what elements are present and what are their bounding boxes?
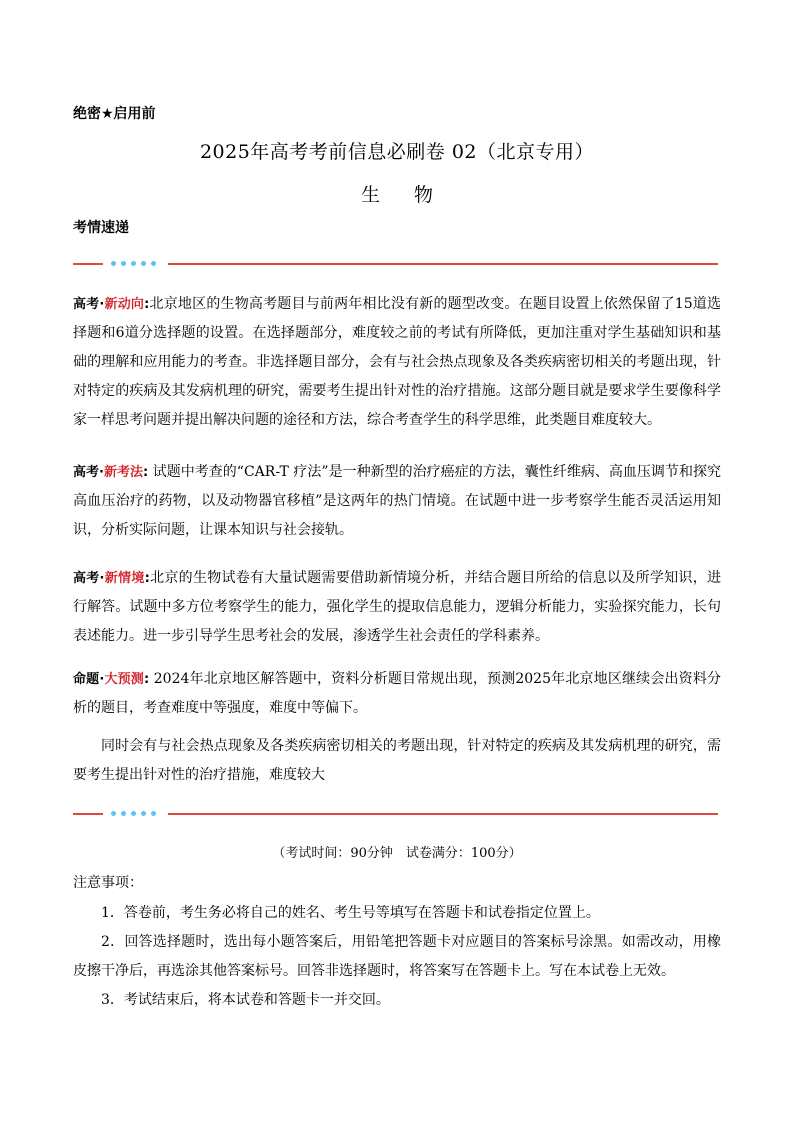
paragraph-lead-colon: : <box>144 297 150 312</box>
paragraph-lead-highlight: 新动向 <box>104 297 145 312</box>
divider-dot <box>131 811 136 816</box>
paragraph-lead: 高考· <box>73 465 104 480</box>
decorative-divider-top <box>73 259 718 269</box>
paragraph-new-trend <box>73 290 721 435</box>
divider-dot <box>111 811 116 816</box>
paragraph-lead-highlight: 新考法 <box>103 465 144 480</box>
divider-dot <box>131 261 136 266</box>
paragraph-lead-colon: : <box>144 571 150 586</box>
divider-dot <box>121 261 126 266</box>
divider-dot <box>111 261 116 266</box>
paragraph-lead: 高考· <box>73 297 105 312</box>
paragraph-lead-highlight: 大预测 <box>104 672 144 687</box>
paragraph-new-context <box>73 564 721 651</box>
note-item: 1．答卷前，考生务必将自己的姓名、考生号等填写在答题卡和试卷指定位置上。 <box>101 905 600 921</box>
page-title: 2025年高考考前信息必刷卷 02（北京专用） <box>199 141 595 163</box>
exam-info: （考试时间：90分钟 试卷满分：100分） <box>272 846 522 861</box>
paragraph-extra: 同时会有与社会热点现象及各类疾病密切相关的考题出现，针对特定的疾病及其发病机理的研究，需要考生提出针对性的治疗措施，难度较大 <box>73 738 721 783</box>
notes-title: 注意事项： <box>73 875 143 891</box>
divider-dot <box>151 261 156 266</box>
paragraph-text: 北京地区的生物高考题目与前两年相比没有新的题型改变。在题目设置上依然保留了15道选择题和6道分选择题的设置。在选择题部分，难度较之前的考试有所降低，更加注重对学生基础知识和基础的理解和应用能力的考查。非选择题目部分，会有与社会热点现象及各类疾病密切相关的考题出现，针对特定的疾病及其发病机理的研究，需要考生提出针对性的治疗措施。这部分题目就是要求学生要像科学家一样思考问题并提出解决问题的途径和方法，综合考查学生的科学思维，此类题目难度较大。 <box>73 296 721 428</box>
divider-dot <box>141 261 146 266</box>
confidential-label: 绝密★启用前 <box>73 106 156 122</box>
note-item: 3．考试结束后，将本试卷和答题卡一并交回。 <box>101 992 390 1008</box>
divider-dot <box>151 811 156 816</box>
paragraph-text: 2024年北京地区解答题中，资料分析题目常规出现，预测2025年北京地区继续会出资料分析的题目，考查难度中等强度，难度中等偏下。 <box>73 671 721 716</box>
subject-title: 生 物 <box>360 184 448 206</box>
paragraph-lead-colon: : <box>143 465 149 480</box>
divider-dot <box>141 811 146 816</box>
paragraph-lead: 高考· <box>73 571 105 586</box>
divider-dot <box>121 811 126 816</box>
paragraph-lead: 命题· <box>73 672 105 687</box>
paragraph-new-method <box>73 458 721 545</box>
decorative-divider-bottom <box>73 809 718 819</box>
paragraph-lead-highlight: 新情境 <box>104 571 145 586</box>
paragraph-prediction <box>73 665 721 723</box>
paragraph-text: 试题中考查的“CAR-T 疗法”是一种新型的治疗癌症的方法，囊性纤维病、高血压调节和探究高血压治疗的药物，以及动物器官移植”是这两年的热门情境。在试题中进一步考察学生能否灵活运用知识，分析实际问题，让课本知识与社会接轨。 <box>73 464 721 538</box>
paragraph-text: 北京的生物试卷有大量试题需要借助新情境分析，并结合题目所给的信息以及所学知识，进行解答。试题中多方位考察学生的能力，强化学生的提取信息能力，逻辑分析能力，实验探究能力，长句表述能力。进一步引导学生思考社会的发展，渗透学生社会责任的学科素养。 <box>73 570 721 644</box>
note-item: 2．回答选择题时，选出每小题答案后，用铅笔把答题卡对应题目的答案标号涂黑。如需改动，用橡皮擦干净后，再选涂其他答案标号。回答非选择题时，将答案写在答题卡上。写在本试卷上无效。 <box>73 934 721 979</box>
paragraph-lead-colon: : <box>143 672 150 687</box>
section-heading: 考情速递 <box>73 220 129 236</box>
